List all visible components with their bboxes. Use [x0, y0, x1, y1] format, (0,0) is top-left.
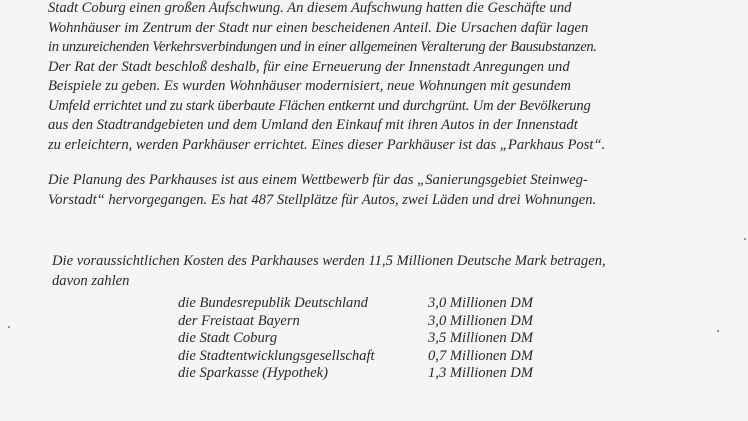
funding-amount: 3,0 Millionen DM [428, 295, 533, 311]
text-line: davon zahlen [52, 272, 130, 289]
paragraph-parking-plan [48, 171, 688, 210]
funding-amount: 1,3 Millionen DM [428, 365, 533, 382]
funder-name: der Freistaat Bayern [178, 312, 300, 329]
text-line: in unzureichenden Verkehrsverbindungen und in einer allgemeinen Veralterung der Bausubstanzen. [48, 39, 597, 55]
text-line: Vorstadt“ hervorgegangen. Es hat 487 Stellplätze für Autos, zwei Läden und drei Wohnungen. [48, 191, 597, 208]
text-line: aus den Stadtrandgebieten und dem Umland den Einkauf mit ihren Autos in der Innenstadt [48, 117, 578, 133]
text-line: zu erleichtern, werden Parkhäuser errichtet. Eines dieser Parkhäuser ist das „Parkhaus Post“. [48, 136, 606, 153]
funding-row [178, 330, 533, 348]
scan-speck [8, 326, 10, 328]
funding-amount: 0,7 Millionen DM [428, 347, 533, 364]
funder-name: die Sparkasse (Hypothek) [178, 365, 328, 382]
funding-row [178, 365, 533, 383]
text-line: Der Rat der Stadt beschloß deshalb, für eine Erneuerung der Innenstadt Anregungen und [48, 58, 570, 75]
funding-row [178, 348, 533, 366]
funding-row [178, 295, 533, 313]
funding-amount: 3,0 Millionen DM [428, 312, 533, 329]
scan-speck [717, 330, 719, 332]
paragraph-urban-renewal [48, 0, 688, 155]
funder-name: die Stadtentwicklungsgesellschaft [178, 347, 375, 364]
funder-name: die Bundesrepublik Deutschland [178, 295, 368, 311]
funder-name: die Stadt Coburg [178, 330, 278, 347]
text-line: Beispiele zu geben. Es wurden Wohnhäuser modernisiert, neue Wohnungen mit gesundem [48, 78, 571, 94]
text-line: Wohnhäuser im Zentrum der Stadt nur einen bescheidenen Anteil. Die Ursachen dafür lagen [48, 19, 589, 36]
funding-amount: 3,5 Millionen DM [428, 330, 533, 347]
funding-list [178, 295, 533, 383]
scan-speck [744, 238, 746, 240]
text-line: Stadt Coburg einen großen Aufschwung. An diesem Aufschwung hatten die Geschäfte und [48, 0, 572, 16]
paragraph-costs [52, 252, 692, 291]
text-line: Die voraussichtlichen Kosten des Parkhauses werden 11,5 Millionen Deutsche Mark betragen, [52, 253, 606, 269]
text-line: Die Planung des Parkhauses ist aus einem Wettbewerb für das „Sanierungsgebiet Steinweg- [48, 172, 588, 188]
text-line: Umfeld errichtet und zu stark überbaute Flächen entkernt und durchgrünt. Um der Bevölkerung [48, 97, 591, 114]
funding-row [178, 313, 533, 331]
